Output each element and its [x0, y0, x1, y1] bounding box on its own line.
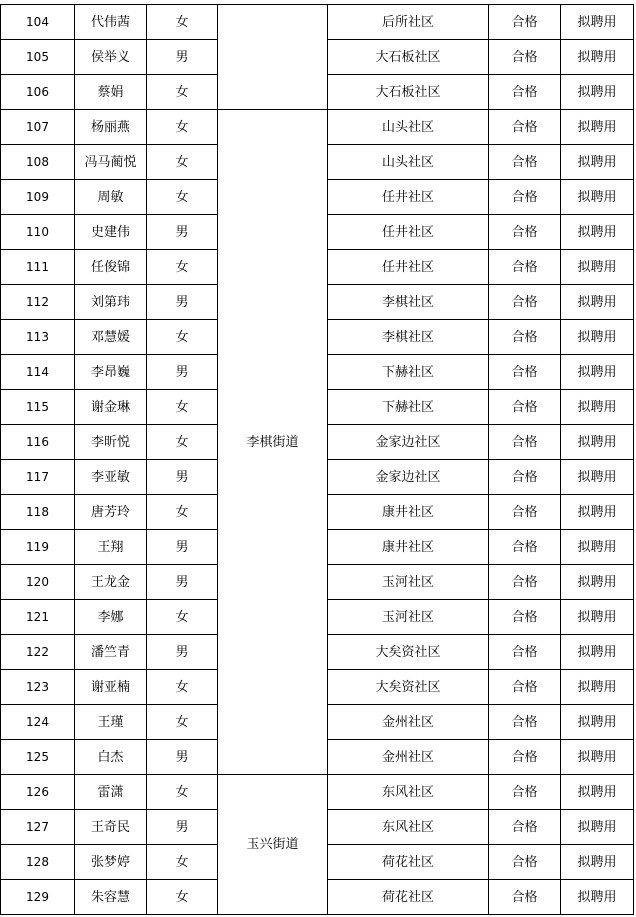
cell-community: 东风社区: [381, 819, 434, 835]
cell-community: 东风社区: [381, 784, 434, 800]
cell-status: 拟聘用: [577, 644, 617, 660]
cell-name: 王翔: [97, 539, 124, 555]
cell-status: 拟聘用: [577, 84, 617, 100]
cell-number: 117: [26, 470, 49, 484]
cell-gender: 男: [175, 644, 189, 660]
cell-name: 白杰: [97, 749, 124, 765]
cell-name: 代伟茜: [90, 14, 130, 30]
cell-community: 李棋社区: [381, 329, 434, 345]
cell-gender: 女: [175, 504, 189, 520]
cell-number: 129: [26, 890, 49, 904]
cell-number: 111: [26, 260, 49, 274]
cell-number: 123: [26, 680, 49, 694]
cell-result: 合格: [511, 364, 538, 380]
cell-gender: 女: [175, 189, 189, 205]
cell-result: 合格: [511, 154, 538, 170]
cell-gender: 女: [175, 399, 189, 415]
cell-result: 合格: [511, 119, 538, 135]
cell-number: 126: [26, 785, 49, 799]
cell-gender: 男: [175, 294, 189, 310]
cell-status: 拟聘用: [577, 259, 617, 275]
cell-status: 拟聘用: [577, 574, 617, 590]
cell-number: 127: [26, 820, 49, 834]
cell-district: [218, 5, 327, 109]
cell-number: 119: [26, 540, 49, 554]
cell-status: 拟聘用: [577, 294, 617, 310]
cell-name: 潘竺青: [90, 644, 130, 660]
cell-result: 合格: [511, 784, 538, 800]
cell-number: 116: [26, 435, 49, 449]
cell-gender: 男: [175, 749, 189, 765]
cell-gender: 男: [175, 364, 189, 380]
cell-community: 金家边社区: [375, 469, 441, 485]
cell-name: 朱容慧: [90, 889, 130, 905]
cell-community: 荷花社区: [381, 889, 434, 905]
cell-result: 合格: [511, 189, 538, 205]
cell-name: 谢金琳: [90, 399, 130, 415]
cell-status: 拟聘用: [577, 504, 617, 520]
cell-result: 合格: [511, 399, 538, 415]
cell-status: 拟聘用: [577, 14, 617, 30]
cell-number: 104: [26, 15, 49, 29]
cell-status: 拟聘用: [577, 784, 617, 800]
cell-gender: 女: [175, 84, 189, 100]
cell-community: 大石板社区: [375, 49, 441, 65]
cell-number: 108: [26, 155, 49, 169]
cell-status: 拟聘用: [577, 189, 617, 205]
cell-number: 122: [26, 645, 49, 659]
cell-number: 128: [26, 855, 49, 869]
cell-gender: 女: [175, 434, 189, 450]
cell-status: 拟聘用: [577, 819, 617, 835]
cell-community: 玉河社区: [381, 574, 434, 590]
cell-gender: 男: [175, 574, 189, 590]
cell-result: 合格: [511, 854, 538, 870]
cell-status: 拟聘用: [577, 434, 617, 450]
cell-status: 拟聘用: [577, 119, 617, 135]
cell-community: 山头社区: [381, 154, 434, 170]
cell-number: 121: [26, 610, 49, 624]
cell-status: 拟聘用: [577, 399, 617, 415]
cell-number: 120: [26, 575, 49, 589]
cell-status: 拟聘用: [577, 224, 617, 240]
cell-gender: 女: [175, 609, 189, 625]
cell-gender: 女: [175, 259, 189, 275]
cell-community: 金州社区: [381, 714, 434, 730]
cell-gender: 男: [175, 224, 189, 240]
cell-status: 拟聘用: [577, 609, 617, 625]
cell-community: 任井社区: [381, 259, 434, 275]
cell-status: 拟聘用: [577, 329, 617, 345]
cell-status: 拟聘用: [577, 539, 617, 555]
cell-gender: 女: [175, 784, 189, 800]
cell-gender: 男: [175, 49, 189, 65]
cell-result: 合格: [511, 574, 538, 590]
cell-name: 周敏: [97, 189, 124, 205]
cell-number: 118: [26, 505, 49, 519]
cell-gender: 女: [175, 329, 189, 345]
cell-name: 唐芳玲: [90, 504, 130, 520]
cell-community: 大石板社区: [375, 84, 441, 100]
cell-gender: 女: [175, 679, 189, 695]
cell-result: 合格: [511, 259, 538, 275]
cell-result: 合格: [511, 679, 538, 695]
cell-gender: 女: [175, 854, 189, 870]
cell-result: 合格: [511, 539, 538, 555]
cell-community: 金家边社区: [375, 434, 441, 450]
cell-community: 任井社区: [381, 189, 434, 205]
cell-number: 115: [26, 400, 49, 414]
cell-community: 康井社区: [381, 539, 434, 555]
cell-status: 拟聘用: [577, 889, 617, 905]
cell-result: 合格: [511, 819, 538, 835]
cell-community: 山头社区: [381, 119, 434, 135]
cell-result: 合格: [511, 469, 538, 485]
cell-status: 拟聘用: [577, 469, 617, 485]
cell-name: 李娜: [97, 609, 124, 625]
cell-name: 侯举义: [90, 49, 130, 65]
cell-result: 合格: [511, 434, 538, 450]
cell-gender: 男: [175, 539, 189, 555]
cell-status: 拟聘用: [577, 714, 617, 730]
cell-district: 玉兴街道: [246, 837, 299, 852]
cell-community: 大矣资社区: [375, 679, 441, 695]
cell-status: 拟聘用: [577, 854, 617, 870]
cell-result: 合格: [511, 14, 538, 30]
cell-name: 王瑾: [97, 714, 124, 730]
cell-result: 合格: [511, 329, 538, 345]
cell-status: 拟聘用: [577, 154, 617, 170]
cell-community: 下赫社区: [381, 364, 434, 380]
cell-district: 李棋街道: [246, 434, 299, 450]
cell-number: 124: [26, 715, 49, 729]
cell-name: 李昂巍: [90, 364, 130, 380]
cell-gender: 男: [175, 469, 189, 485]
cell-name: 张梦婷: [90, 854, 130, 870]
cell-number: 109: [26, 190, 49, 204]
cell-name: 刘第玮: [90, 294, 130, 310]
cell-community: 玉河社区: [381, 609, 434, 625]
cell-community: 大矣资社区: [375, 644, 441, 660]
cell-community: 金州社区: [381, 749, 434, 765]
cell-result: 合格: [511, 224, 538, 240]
cell-status: 拟聘用: [577, 364, 617, 380]
cell-community: 李棋社区: [381, 294, 434, 310]
cell-gender: 女: [175, 889, 189, 905]
cell-number: 112: [26, 295, 49, 309]
cell-community: 康井社区: [381, 504, 434, 520]
cell-number: 105: [26, 50, 49, 64]
cell-number: 107: [26, 120, 49, 134]
cell-result: 合格: [511, 294, 538, 310]
cell-community: 任井社区: [381, 224, 434, 240]
grid-hline: [0, 914, 634, 915]
cell-name: 杨丽燕: [90, 119, 130, 135]
cell-community: 下赫社区: [381, 399, 434, 415]
cell-gender: 女: [175, 714, 189, 730]
cell-result: 合格: [511, 749, 538, 765]
cell-number: 110: [26, 225, 49, 239]
cell-community: 荷花社区: [381, 854, 434, 870]
cell-result: 合格: [511, 644, 538, 660]
cell-name: 谢亚楠: [90, 679, 130, 695]
cell-community: 后所社区: [381, 14, 434, 30]
cell-name: 雷潇: [97, 784, 124, 800]
table: [0, 4, 634, 915]
cell-result: 合格: [511, 889, 538, 905]
cell-name: 李亚敏: [90, 469, 130, 485]
cell-number: 114: [26, 365, 49, 379]
cell-number: 125: [26, 750, 49, 764]
cell-result: 合格: [511, 504, 538, 520]
cell-result: 合格: [511, 714, 538, 730]
cell-gender: 女: [175, 154, 189, 170]
cell-name: 王龙金: [90, 574, 130, 590]
cell-name: 蔡娟: [97, 84, 124, 100]
cell-status: 拟聘用: [577, 749, 617, 765]
cell-name: 史建伟: [90, 224, 130, 240]
cell-result: 合格: [511, 84, 538, 100]
cell-gender: 男: [175, 819, 189, 835]
cell-status: 拟聘用: [577, 49, 617, 65]
cell-number: 113: [26, 330, 49, 344]
cell-result: 合格: [511, 49, 538, 65]
cell-name: 李昕悦: [90, 434, 130, 450]
cell-status: 拟聘用: [577, 679, 617, 695]
cell-gender: 女: [175, 14, 189, 30]
cell-number: 106: [26, 85, 49, 99]
cell-name: 任俊锦: [90, 259, 130, 275]
cell-name: 邓慧媛: [90, 329, 130, 345]
cell-name: 王奇民: [90, 819, 130, 835]
cell-gender: 女: [175, 119, 189, 135]
cell-result: 合格: [511, 609, 538, 625]
cell-name: 冯马蔺悦: [84, 154, 137, 170]
